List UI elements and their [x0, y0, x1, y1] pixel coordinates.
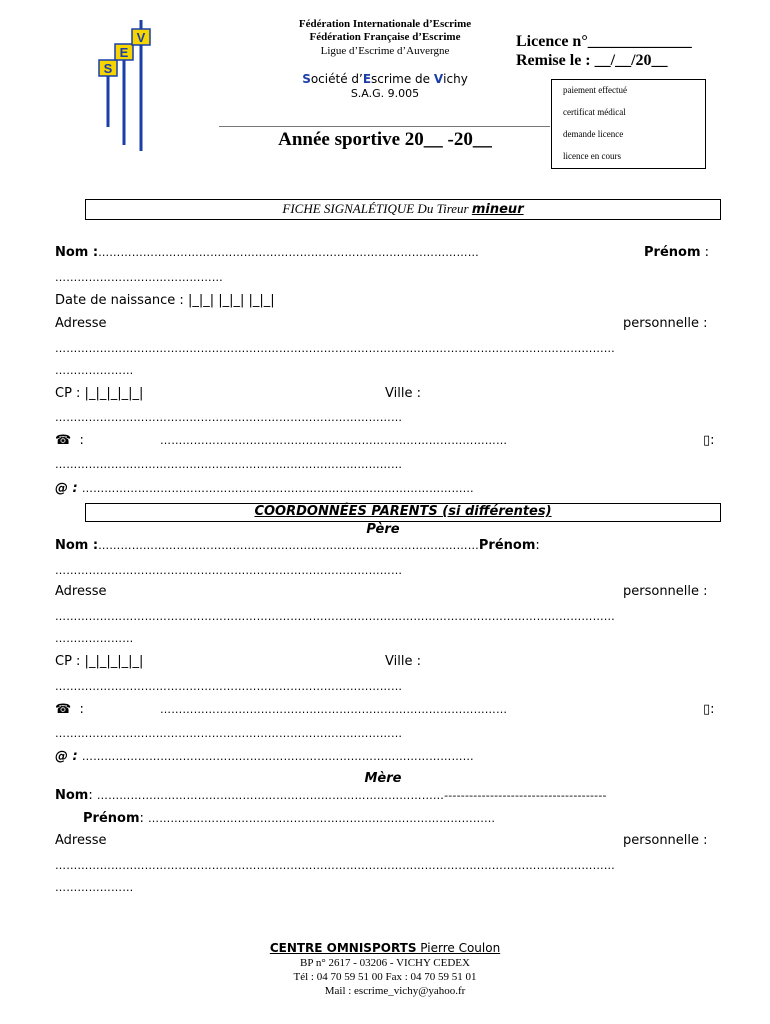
footer-centre: [150, 941, 620, 955]
season-title: Année sportive 20__ -20__: [278, 129, 492, 150]
footer-bp: BP n° 2617 - 03206 - VICHY CEDEX: [300, 957, 470, 969]
tireur-prenom-label-row: [644, 245, 709, 260]
mere-nom-row: [55, 788, 607, 803]
tireur-adresse-label: Adresse: [55, 316, 107, 331]
tireur-mobile-field[interactable]: …………………………………………………………………………………: [55, 458, 403, 471]
tireur-ville-field[interactable]: …………………………………………………………………………………: [55, 411, 403, 424]
pere-prenom-label: Prénom: [478, 538, 536, 553]
pere-personnelle-label: personnelle :: [623, 584, 708, 599]
logo-letter-s: S: [103, 61, 113, 76]
pere-phone-row: [55, 702, 84, 717]
mere-prenom-row: [83, 811, 495, 826]
tireur-nom-field[interactable]: …………………………………………………………………………………………: [98, 246, 479, 259]
mere-nom-colon: :: [88, 788, 93, 803]
tireur-phone-field[interactable]: …………………………………………………………………………………: [160, 434, 508, 447]
society-part3: ichy: [443, 72, 468, 86]
licence-number: Licence n°_____________: [516, 33, 692, 50]
mere-personnelle-label: personnelle :: [623, 833, 708, 848]
society-part2: scrime de: [371, 72, 434, 86]
ligue-auvergne: Ligue d’Escrime d’Auvergne: [320, 45, 450, 57]
tireur-prenom-field[interactable]: ………………………………………: [55, 271, 223, 284]
sag-number: S.A.G. 9.005: [350, 87, 420, 100]
mobile-phone-icon: ▯:: [703, 702, 715, 717]
tireur-phone-row: [55, 433, 84, 448]
society-initial-e: E: [362, 72, 372, 86]
mere-prenom-field[interactable]: …………………………………………………………………………………: [148, 812, 496, 825]
society-initial-v: V: [433, 72, 444, 86]
check-demande: demande licence: [563, 129, 624, 139]
mere-prenom-colon: :: [139, 811, 144, 826]
mere-nom-field[interactable]: …………………………………………………………………………………: [96, 789, 445, 802]
parents-title: COORDONNÉES PARENTS (si différentes): [254, 504, 552, 519]
mere-title: Mère: [364, 771, 402, 786]
pere-prenom-colon: :: [535, 538, 540, 553]
check-certificat: certificat médical: [563, 107, 626, 117]
tireur-email-field[interactable]: ……………………………………………………………………………………………: [81, 482, 474, 495]
tireur-prenom-label: Prénom: [644, 245, 701, 260]
pere-email-row: [55, 749, 474, 764]
footer-mail[interactable]: Mail : escrime_vichy@yahoo.fr: [324, 985, 466, 997]
society-name: [220, 72, 550, 86]
pere-adresse-label: Adresse: [55, 584, 107, 599]
federation-francaise: Fédération Française d’Escrime: [309, 31, 461, 43]
tireur-nom-row: [55, 245, 479, 260]
logo-letter-e: E: [119, 45, 129, 60]
tireur-date-naissance[interactable]: Date de naissance : |_|_| |_|_| |_|_|: [55, 293, 275, 308]
pere-nom-field[interactable]: …………………………………………………………………………………………: [98, 539, 479, 552]
header-divider: [219, 126, 550, 127]
mere-adresse-field-1[interactable]: ……………………………………………………………………………………………………………………………………: [55, 859, 615, 872]
tireur-email-row: [55, 481, 474, 496]
licence-remise-date: Remise le : __/__/20__: [516, 52, 668, 69]
pere-title: Père: [366, 522, 400, 537]
footer-tel-fax: Tél : 04 70 59 51 00 Fax : 04 70 59 51 01: [293, 971, 477, 983]
fiche-title: [85, 201, 721, 217]
footer-centre-person: Pierre Coulon: [416, 941, 501, 955]
fiche-title-text: FICHE SIGNALÉTIQUE Du Tireur: [282, 201, 472, 216]
logo-letter-v: V: [136, 30, 146, 45]
mobile-phone-icon: ▯:: [703, 433, 715, 448]
mere-adresse-label: Adresse: [55, 833, 107, 848]
fiche-title-mineur: mineur: [471, 202, 524, 217]
check-encours: licence en cours: [563, 151, 621, 161]
tireur-adresse-field-1[interactable]: ……………………………………………………………………………………………………………………………………: [55, 342, 615, 355]
pere-mobile-field[interactable]: …………………………………………………………………………………: [55, 727, 403, 740]
tireur-personnelle-label: personnelle :: [623, 316, 708, 331]
federation-international: Fédération Internationale d’Escrime: [298, 18, 472, 30]
pere-ville-label: Ville :: [385, 654, 421, 669]
tireur-ville-label: Ville :: [385, 386, 421, 401]
mere-prenom-label: Prénom: [83, 811, 140, 826]
mere-adresse-field-2[interactable]: …………………: [55, 881, 134, 894]
email-at-icon: @ :: [55, 749, 78, 764]
fencing-swords-logo-icon: [95, 15, 165, 155]
check-paiement: paiement effectué: [563, 85, 628, 95]
pere-nom-label: Nom :: [55, 538, 99, 553]
pere-nom-row: [55, 538, 540, 553]
footer-centre-name: CENTRE OMNISPORTS: [269, 941, 417, 955]
pere-phone-colon: :: [79, 702, 84, 717]
club-logo: [95, 15, 165, 155]
tireur-phone-colon: :: [79, 433, 84, 448]
email-at-icon: @ :: [55, 481, 78, 496]
tireur-adresse-field-2[interactable]: …………………: [55, 364, 134, 377]
pere-adresse-field-1[interactable]: ……………………………………………………………………………………………………………………………………: [55, 610, 615, 623]
phone-icon: ☎: [55, 433, 72, 448]
pere-adresse-field-2[interactable]: …………………: [55, 632, 134, 645]
tireur-prenom-colon: :: [700, 245, 710, 260]
pere-ville-field[interactable]: …………………………………………………………………………………: [55, 680, 403, 693]
mere-nom-dashes: ---------------------------------------: [444, 789, 607, 802]
tireur-nom-label: Nom :: [55, 245, 99, 260]
tireur-cp-field[interactable]: CP : |_|_|_|_|_|: [55, 386, 144, 401]
pere-email-field[interactable]: ……………………………………………………………………………………………: [81, 750, 474, 763]
society-initial-s: S: [302, 72, 311, 86]
pere-cp-field[interactable]: CP : |_|_|_|_|_|: [55, 654, 144, 669]
pere-prenom-field[interactable]: …………………………………………………………………………………: [55, 564, 403, 577]
society-part1: ociété d’: [310, 72, 363, 86]
pere-phone-field[interactable]: …………………………………………………………………………………: [160, 703, 508, 716]
phone-icon: ☎: [55, 702, 72, 717]
mere-nom-label: Nom: [55, 788, 89, 803]
